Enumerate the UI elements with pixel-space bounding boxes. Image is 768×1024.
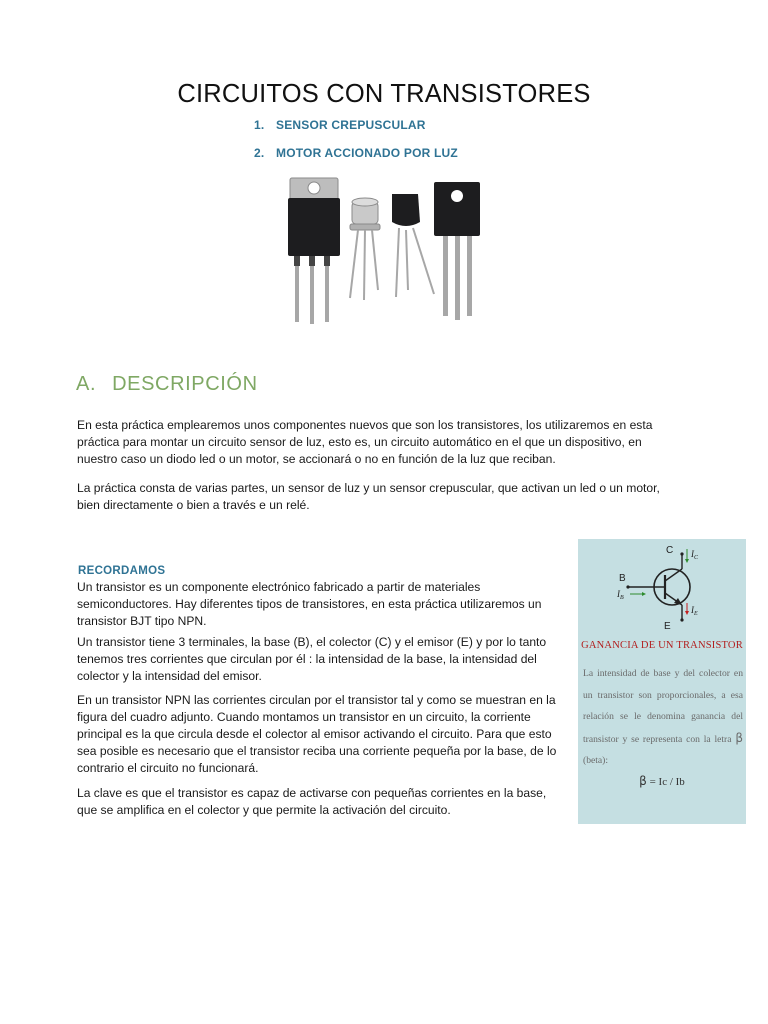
to220-transistor xyxy=(288,178,340,324)
recordamos-heading: RECORDAMOS xyxy=(78,565,166,577)
topic-label: SENSOR CREPUSCULAR xyxy=(276,118,426,132)
topic-number: 2. xyxy=(254,146,265,160)
section-letter: A. xyxy=(76,373,97,395)
ic-subscript: C xyxy=(694,555,699,561)
beta-word: (beta): xyxy=(583,755,609,766)
formula-beta: β xyxy=(639,774,647,788)
transistors-photo xyxy=(280,172,495,332)
description-paragraph: La práctica consta de varias partes, un sensor de luz y un sensor crepuscular, que activan un led o un motor, bien directamente o bien a través e un relé. xyxy=(77,481,660,512)
svg-text:IC xyxy=(690,549,699,561)
topic-item xyxy=(254,146,458,160)
gain-heading: GANANCIA DE UN TRANSISTOR xyxy=(581,640,743,651)
metal-can-transistor xyxy=(350,198,380,300)
base-label: B xyxy=(619,573,626,584)
section-title: DESCRIPCIÓN xyxy=(112,373,258,395)
document-title: CIRCUITOS CON TRANSISTORES xyxy=(177,80,591,108)
recordamos-paragraph: Un transistor tiene 3 terminales, la base (B), el colector (C) y el emisor (E) y por lo tanto tenemos tres corrientes que circulan por él : la intensidad de la base, la intensidad del colector y la intensidad del emisor. xyxy=(77,635,547,683)
npn-transistor-diagram xyxy=(608,543,728,631)
ie-label: I xyxy=(691,605,694,615)
gain-description xyxy=(583,663,743,772)
ib-label: I xyxy=(617,589,620,599)
recordamos-paragraph: Un transistor es un componente electrónico fabricado a partir de materiales semiconductores. Hay diferentes tipos de transistores, en esta práctica utilizaremos un transistor BJT tipo NPN. xyxy=(77,580,542,628)
svg-text:IB xyxy=(616,589,624,601)
gain-text: La intensidad de base y del colector en un transistor son proporcionales, a esa relación se le denomina ganancia del transistor y se representa con la letra xyxy=(583,668,743,745)
collector-label: C xyxy=(666,545,674,556)
ie-subscript: E xyxy=(694,611,698,617)
topic-label: MOTOR ACCIONADO POR LUZ xyxy=(276,146,458,160)
recordamos-paragraph: En un transistor NPN las corrientes circulan por el transistor tal y como se muestran en la figura del cuadro adjunto. Cuando montamos un transistor en un circuito, la corriente principal es la que circula desde el colector al emisor activando el circuito. Para que esto sea posible es necesario que el transistor reciba una corriente pequeña por la base, de lo contrario el circuito no funcionará. xyxy=(77,693,557,775)
recordamos-paragraph: La clave es que el transistor es capaz de activarse con pequeñas corrientes en la base, que se amplifica en el colector y que permite la activación del circuito. xyxy=(77,786,547,817)
formula-expression: = Ic / Ib xyxy=(649,776,685,788)
emitter-label: E xyxy=(664,621,671,631)
to126-transistor xyxy=(434,182,480,320)
transistor-gain-box xyxy=(578,539,746,824)
description-paragraph: En esta práctica emplearemos unos componentes nuevos que son los transistores, los utilizaremos en esta práctica para montar un circuito sensor de luz, esto es, un circuito automático en el que un dispositivo, en nuestro caso un diodo led o un motor, se accionará o no en función de la luz que reciban. xyxy=(77,418,653,466)
beta-symbol: β xyxy=(735,730,743,745)
topic-number: 1. xyxy=(254,118,265,132)
topic-item xyxy=(254,118,426,132)
ib-subscript: B xyxy=(620,595,624,601)
to92-transistor xyxy=(392,194,434,297)
section-heading xyxy=(76,373,258,396)
ic-label: I xyxy=(691,549,694,559)
gain-formula xyxy=(578,774,746,788)
svg-text:IE xyxy=(690,605,698,617)
